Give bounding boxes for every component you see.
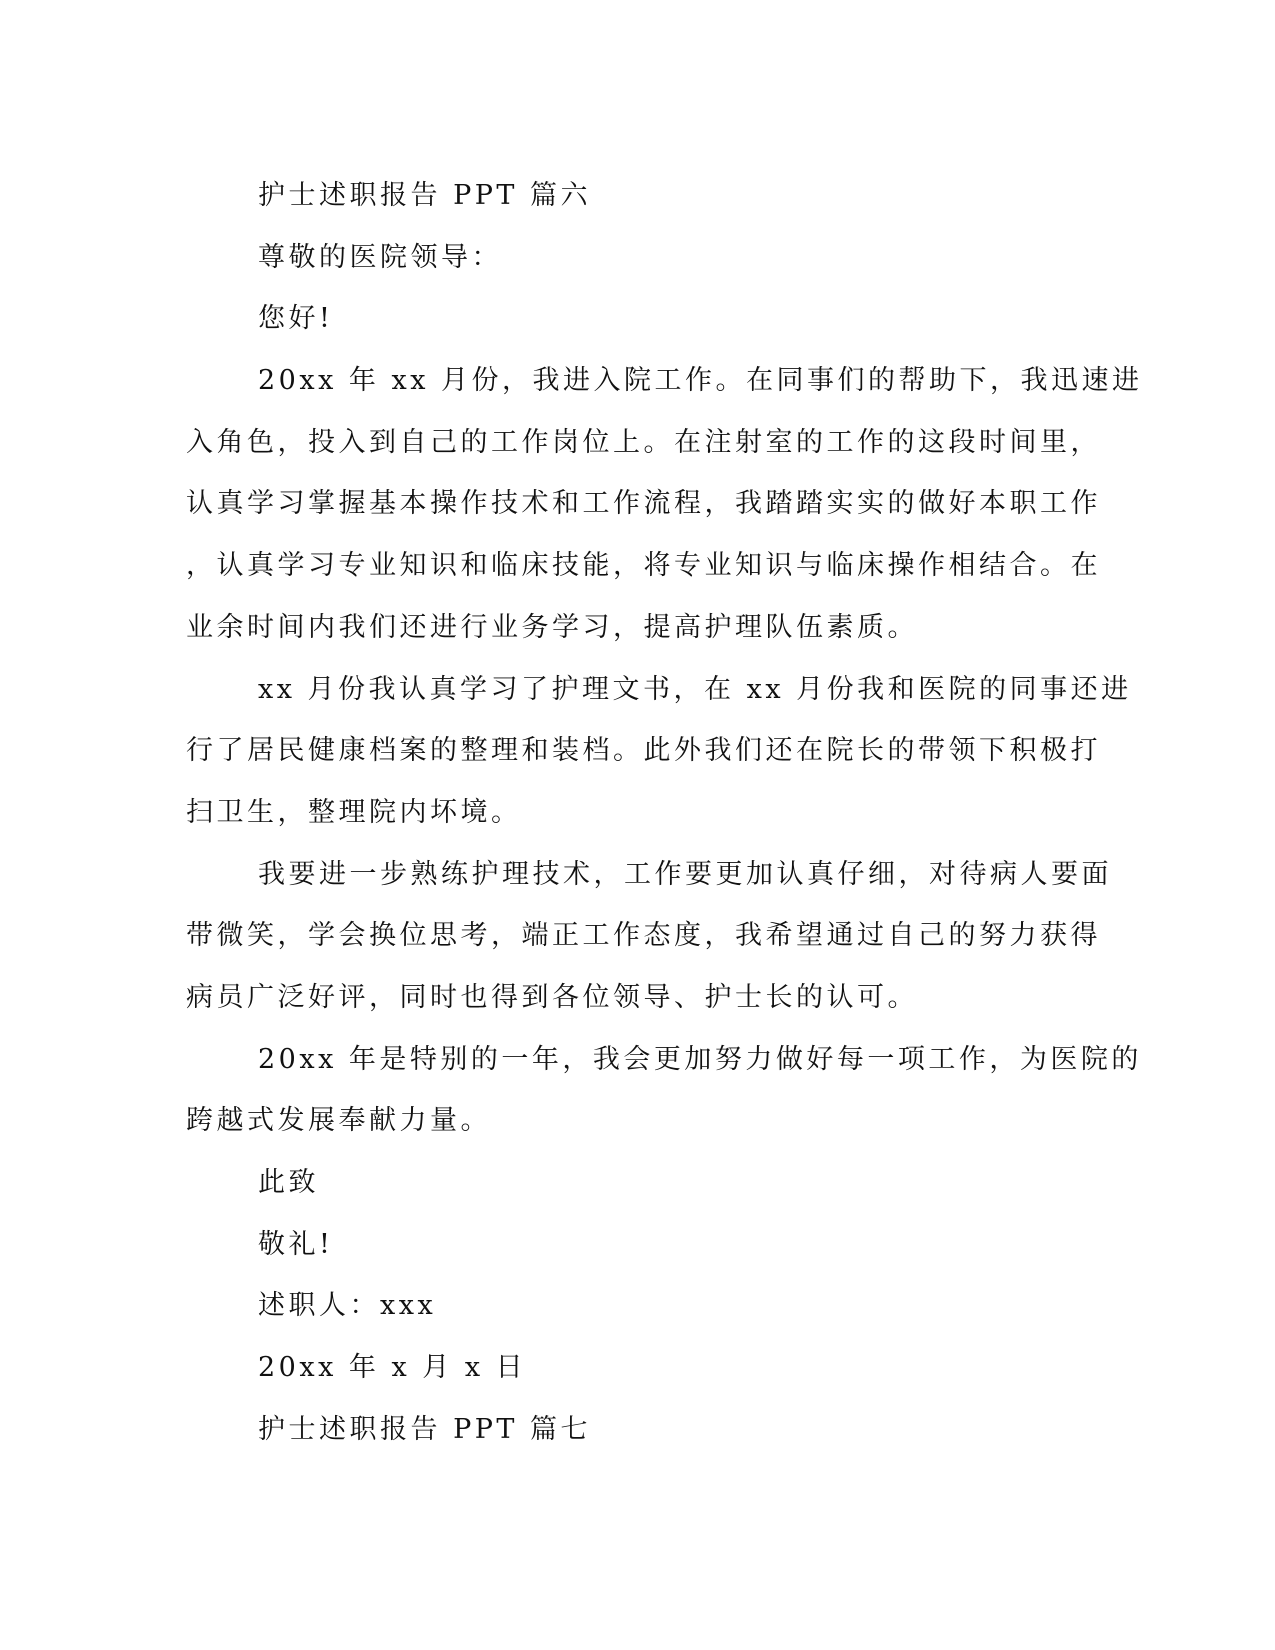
paragraph-line: xx 月份我认真学习了护理文书，在 xx 月份我和医院的同事还进 bbox=[258, 673, 1132, 705]
paragraph-line: 跨越式发展奉献力量。 bbox=[186, 1105, 491, 1137]
document-body bbox=[186, 165, 1143, 1460]
greeting: 您好! bbox=[258, 303, 334, 335]
section-heading-6: 护士述职报告 PPT 篇六 bbox=[258, 180, 592, 211]
section-heading-7: 护士述职报告 PPT 篇七 bbox=[258, 1413, 592, 1445]
paragraph-2 bbox=[186, 659, 1132, 844]
paragraph-line: 行了居民健康档案的整理和装档。此外我们还在院长的带领下积极打 bbox=[186, 735, 1101, 767]
paragraph-line: 业余时间内我们还进行业务学习，提高护理队伍素质。 bbox=[186, 611, 918, 643]
paragraph-4 bbox=[186, 1029, 1142, 1152]
paragraph-line: 20xx 年是特别的一年，我会更加努力做好每一项工作，为医院的 bbox=[258, 1043, 1142, 1075]
paragraph-line: 认真学习掌握基本操作技术和工作流程，我踏踏实实的做好本职工作 bbox=[186, 488, 1101, 520]
report-date: 20xx 年 x 月 x 日 bbox=[258, 1352, 527, 1384]
paragraph-line: 扫卫生，整理院内坏境。 bbox=[186, 796, 522, 828]
signature: 述职人：xxx bbox=[258, 1290, 437, 1322]
paragraph-line: 病员广泛好评，同时也得到各位领导、护士长的认可。 bbox=[186, 981, 918, 1013]
paragraph-1 bbox=[186, 350, 1143, 658]
closing-phrase: 此致 bbox=[258, 1167, 319, 1198]
salutation: 尊敬的医院领导： bbox=[258, 241, 502, 273]
paragraph-line: 20xx 年 xx 月份，我进入院工作。在同事们的帮助下，我迅速进 bbox=[258, 365, 1143, 397]
paragraph-line: 我要进一步熟练护理技术，工作要更加认真仔细，对待病人要面 bbox=[258, 858, 1112, 890]
paragraph-line: 入角色，投入到自己的工作岗位上。在注射室的工作的这段时间里， bbox=[186, 426, 1101, 458]
paragraph-line: 带微笑，学会换位思考，端正工作态度，我希望通过自己的努力获得 bbox=[186, 920, 1101, 952]
paragraph-line: ，认真学习专业知识和临床技能，将专业知识与临床操作相结合。在 bbox=[186, 550, 1101, 582]
paragraph-3 bbox=[186, 844, 1112, 1029]
closing-salute: 敬礼! bbox=[258, 1228, 334, 1260]
